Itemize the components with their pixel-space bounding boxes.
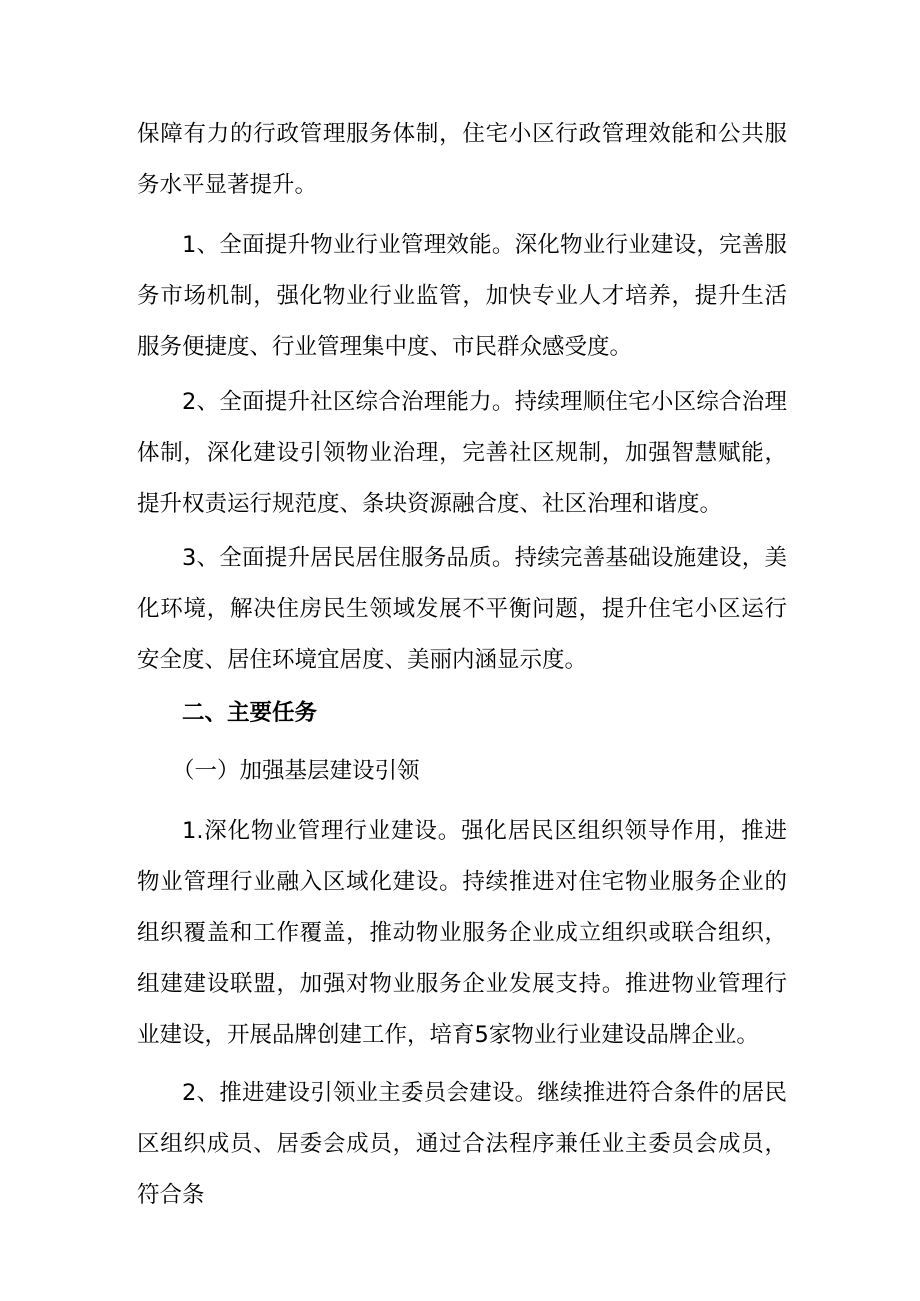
subsection-heading: （一）加强基层建设引领 (172, 758, 420, 784)
section-heading: 二、主要任务 (182, 700, 318, 726)
paragraph-task-2: 2、推进建设引领业主委员会建设。继续推进符合条件的居民区组织成员、居委会成员，通过合法程序兼任业主委员会成员，符合条 (137, 1080, 787, 1208)
paragraph-task-1: 1.深化物业管理行业建设。强化居民区组织领导作用，推进物业管理行业融入区域化建设。持续推进对住宅物业服务企业的组织覆盖和工作覆盖，推动物业服务企业成立组织或联合组织，组建建设联盟，加强对物业服务企业发展支持。推进物业管理行业建设，开展品牌创建工作，培育5家物业行业建设品牌企业。 (137, 818, 787, 1048)
paragraph-intro: 保障有力的行政管理服务体制，住宅小区行政管理效能和公共服务水平显著提升。 (137, 121, 787, 198)
paragraph-item-2: 2、全面提升社区综合治理能力。持续理顺住宅小区综合治理体制，深化建设引领物业治理，完善社区规制，加强智慧赋能，提升权责运行规范度、条块资源融合度、社区治理和谐度。 (137, 389, 787, 517)
paragraph-item-1: 1、全面提升物业行业管理效能。深化物业行业建设，完善服务市场机制，强化物业行业监管，加快专业人才培养，提升生活服务便捷度、行业管理集中度、市民群众感受度。 (137, 232, 787, 360)
paragraph-item-3: 3、全面提升居民居住服务品质。持续完善基础设施建设，美化环境，解决住房民生领域发展不平衡问题，提升住宅小区运行安全度、居住环境宜居度、美丽内涵显示度。 (137, 545, 787, 673)
